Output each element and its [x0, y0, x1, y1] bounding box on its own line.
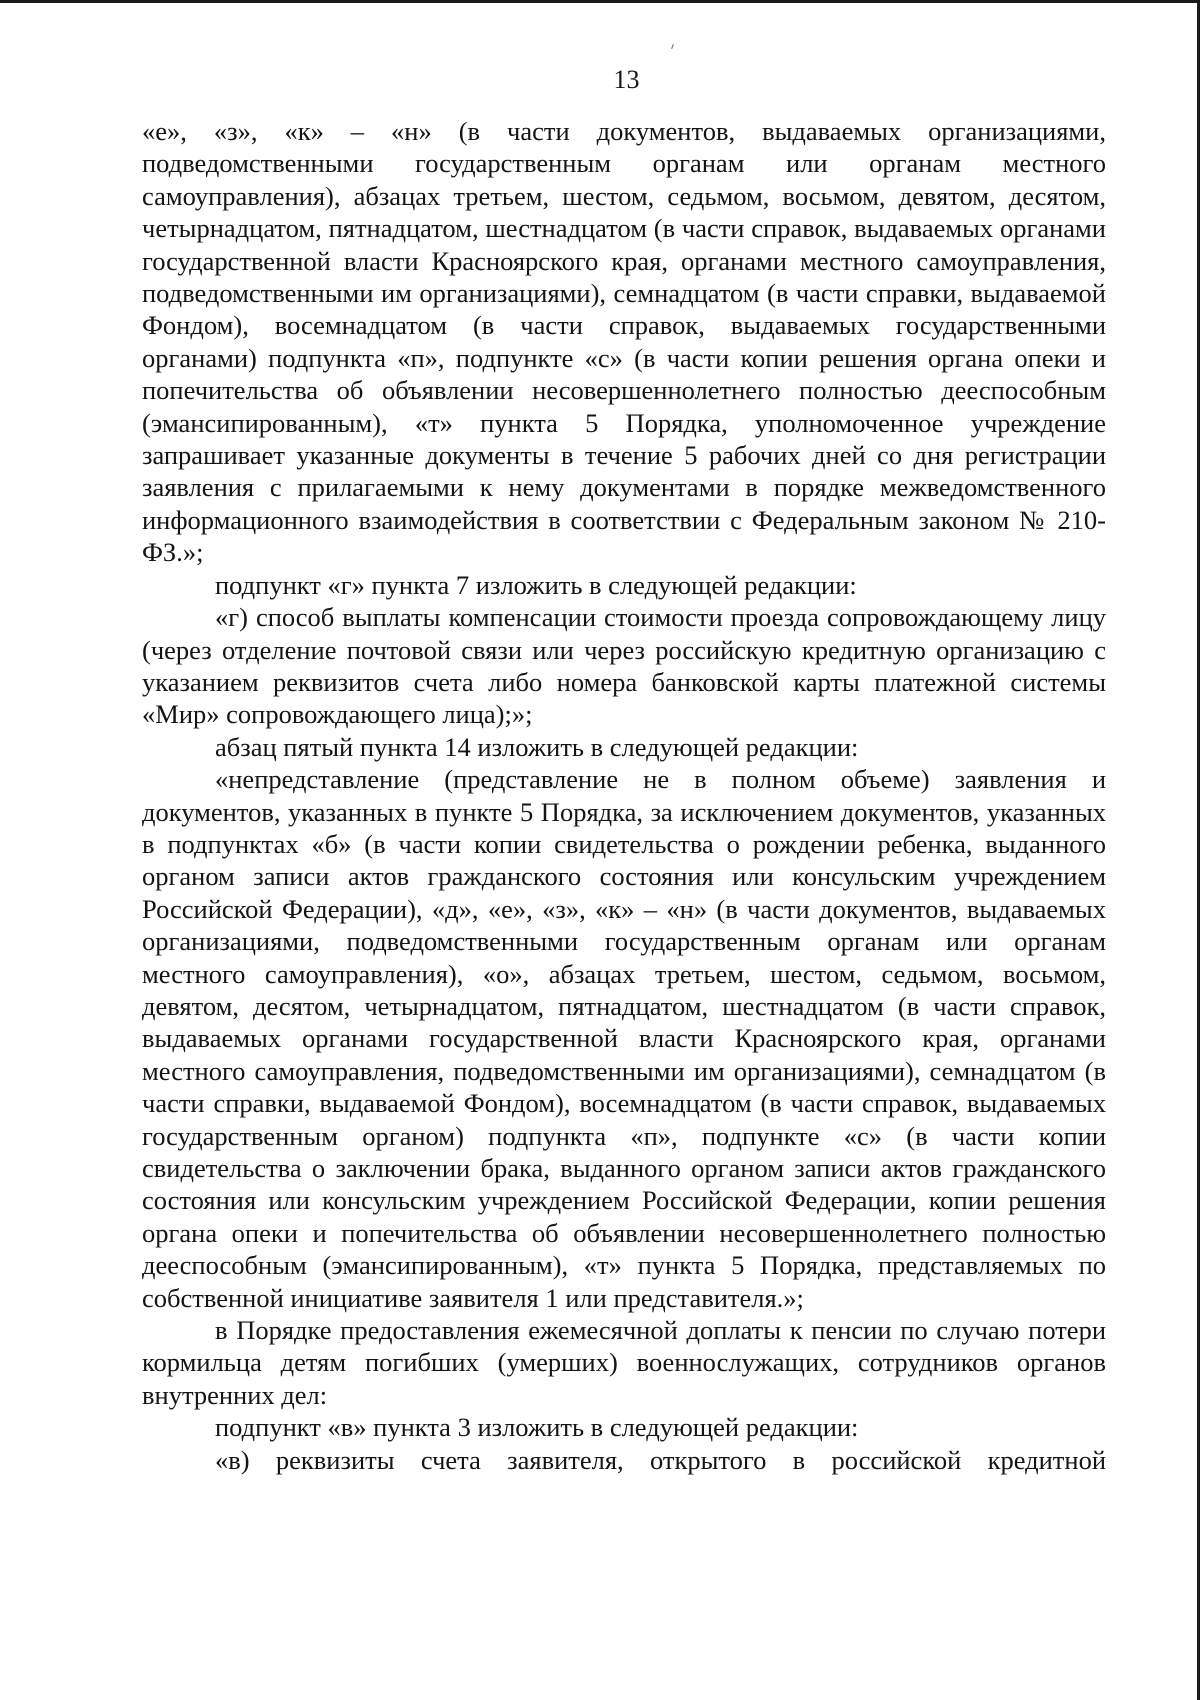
- paragraph-order-pension: в Порядке предоставления ежемесячной доплаты к пенсии по случаю потери кормильца детям погибших (умерших) военнослужащих, сотрудников органов внутренних дел:: [142, 1315, 1106, 1410]
- paragraph-amend-3v: подпункт «в» пункта 3 изложить в следующей редакции:: [215, 1412, 859, 1443]
- scan-border-top: [0, 0, 1200, 3]
- scan-speck: [671, 44, 674, 49]
- paragraph-continuation: «е», «з», «к» – «н» (в части документов, выдаваемых организациями, подведомственными государственным органам или органам местного самоуправления), абзацах третьем, шестом, седьмом, восьмом, девятом, десятом, четырнадцатом, пятнадцатом, шестнадцатом (в части справок, выдаваемых органами государственной власти Красноярского края, органами местного самоуправления, подведомственными им организациями), семнадцатом (в части справки, выдаваемой Фондом), восемнадцатом (в части справок, выдаваемых государственными органами) подпункта «п», подпункте «с» (в части копии решения органа опеки и попечительства об объявлении несовершеннолетнего полностью дееспособным (эмансипированным), «т» пункта 5 Порядка, уполномоченное учреждение запрашивает указанные документы в течение 5 рабочих дней со дня регистрации заявления с прилагаемыми к нему документами в порядке межведомственного информационного взаимодействия в соответствии с Федеральным законом № 210-ФЗ.»;: [142, 116, 1106, 568]
- page-number: 13: [613, 65, 640, 94]
- paragraph-amend-14: абзац пятый пункта 14 изложить в следующей редакции:: [215, 731, 859, 762]
- paragraph-3v-text: «в) реквизиты счета заявителя, открытого в российской кредитной: [215, 1444, 1106, 1475]
- paragraph-14-text: «непредставление (представление не в полном объеме) заявления и документов, указанных в пункте 5 Порядка, за исключением документов, указанных в подпунктах «б» (в части копии свидетельства о рождении ребенка, выданного органом записи актов гражданского состояния или консульским учреждением Российской Федерации), «д», «е», «з», «к» – «н» (в части документов, выдаваемых организациями, подведомственными государственным органам или органам местного самоуправления), «о», абзацах третьем, шестом, седьмом, восьмом, девятом, десятом, четырнадцатом, пятнадцатом, шестнадцатом (в части справок, выдаваемых органами государственной власти Красноярского края, органами местного самоуправления, подведомственными им организациями), семнадцатом (в части справки, выдаваемой Фондом), восемнадцатом (в части справок, выдаваемых государственным органом) подпункта «п», подпункте «с» (в части копии свидетельства о заключении брака, выданного органом записи актов гражданского состояния или консульским учреждением Российской Федерации, копии решения органа опеки и попечительства об объявлении несовершеннолетнего полностью дееспособным (эмансипированным), «т» пункта 5 Порядка, представляемых по собственной инициативе заявителя 1 или представителя.»;: [142, 764, 1106, 1313]
- document-body: [142, 115, 1106, 1476]
- paragraph-7g-text: «г) способ выплаты компенсации стоимости проезда сопровождающему лицу (через отделение почтовой связи или через российскую кредитную организацию с указанием реквизитов счета либо номера банковской карты платежной системы «Мир» сопровождающего лица);»;: [142, 602, 1106, 730]
- paragraph-amend-7g: подпункт «г» пункта 7 изложить в следующей редакции:: [215, 569, 857, 600]
